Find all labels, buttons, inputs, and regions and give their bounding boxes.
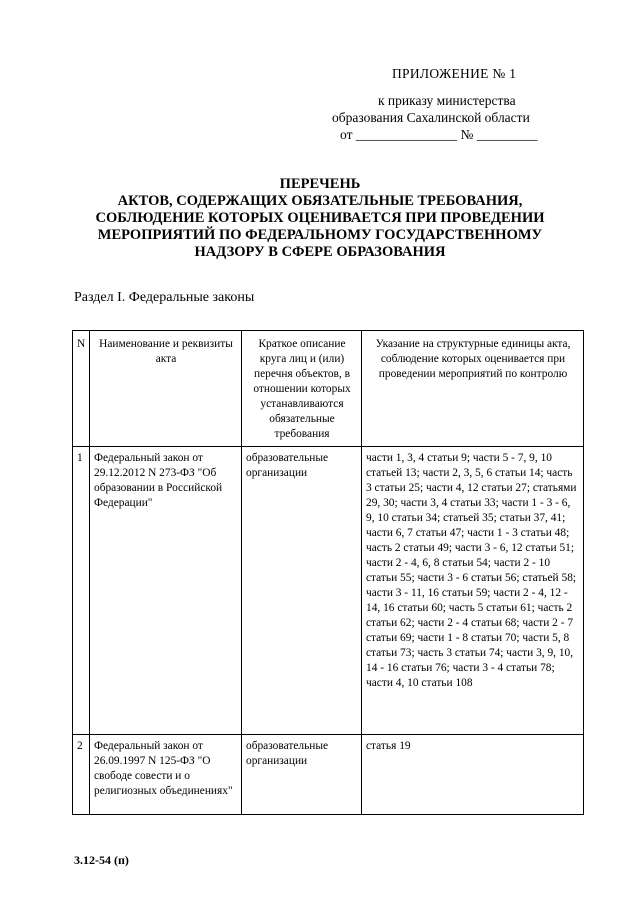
header-name: Наименование и реквизиты акта <box>90 331 242 447</box>
cell-number: 1 <box>73 447 90 735</box>
section-title: Раздел I. Федеральные законы <box>74 290 255 305</box>
annex-title: ПРИЛОЖЕНИЕ № 1 <box>392 66 517 81</box>
cell-description: образовательные организации <box>242 447 362 735</box>
cell-units: статья 19 <box>362 735 584 815</box>
title-line: СОБЛЮДЕНИЕ КОТОРЫХ ОЦЕНИВАЕТСЯ ПРИ ПРОВЕДЕНИИ <box>95 210 545 226</box>
annex-ministry-line: образования Сахалинской области <box>332 110 530 125</box>
acts-table <box>72 330 584 815</box>
table-row <box>73 735 584 815</box>
table-header-row <box>73 331 584 447</box>
cell-number: 2 <box>73 735 90 815</box>
title-line: ПЕРЕЧЕНЬ <box>279 176 361 192</box>
title-line: МЕРОПРИЯТИЙ ПО ФЕДЕРАЛЬНОМУ ГОСУДАРСТВЕННОМУ <box>97 227 543 243</box>
cell-act-name: Федеральный закон от 26.09.1997 N 125-ФЗ "О свободе совести и о религиозных объединениях" <box>90 735 242 815</box>
header-description: Краткое описание круга лиц и (или) перечня объектов, в отношении которых устанавливаются обязательные требования <box>242 331 362 447</box>
cell-act-name: Федеральный закон от 29.12.2012 N 273-ФЗ "Об образовании в Российской Федерации" <box>90 447 242 735</box>
header-number: N <box>73 331 90 447</box>
cell-description: образовательные организации <box>242 735 362 815</box>
header-units: Указание на структурные единицы акта, соблюдение которых оценивается при проведении мероприятий по контролю <box>362 331 584 447</box>
table-row <box>73 447 584 735</box>
annex-order-line: к приказу министерства <box>378 93 516 108</box>
annex-date-number-line: от _______________ № _________ <box>340 127 538 142</box>
cell-units: части 1, 3, 4 статьи 9; части 5 - 7, 9, 10 статьей 13; части 2, 3, 5, 6 статьи 14; часть 3 статьи 25; части 4, 12 статьи 27; статьями 29, 30; части 3, 4 статьи 33; части 1 - 3 - 6, 9, 10 статьи 34; статьей 35; статьи 37, 41; части 6, 7 статьи 47; части 1 - 3 статьи 48; часть 2 статьи 49; части 3 - 6, 12 статьи 51; части 2 - 4, 6, 8 статьи 54; части 2 - 10 статьи 55; части 3 - 6 статьи 56; статьей 58; части 3 - 11, 16 статьи 59; части 2 - 4, 12 - 14, 16 статьи 60; часть 5 статьи 61; часть 2 статьи 62; части 2 - 4 статьи 68; части 2 - 7 статьи 69; части 1 - 8 статьи 70; части 5, 8 статьи 73; часть 3 статьи 74; части 3, 9, 10, 14 - 16 статьи 76; части 3 - 4 статьи 78; части 4, 10 статьи 108 <box>362 447 584 735</box>
footer-document-code: 3.12-54 (п) <box>74 853 129 867</box>
title-line: НАДЗОРУ В СФЕРЕ ОБРАЗОВАНИЯ <box>194 244 446 260</box>
title-line: АКТОВ, СОДЕРЖАЩИХ ОБЯЗАТЕЛЬНЫЕ ТРЕБОВАНИЯ, <box>117 193 523 209</box>
document-title <box>60 176 580 261</box>
